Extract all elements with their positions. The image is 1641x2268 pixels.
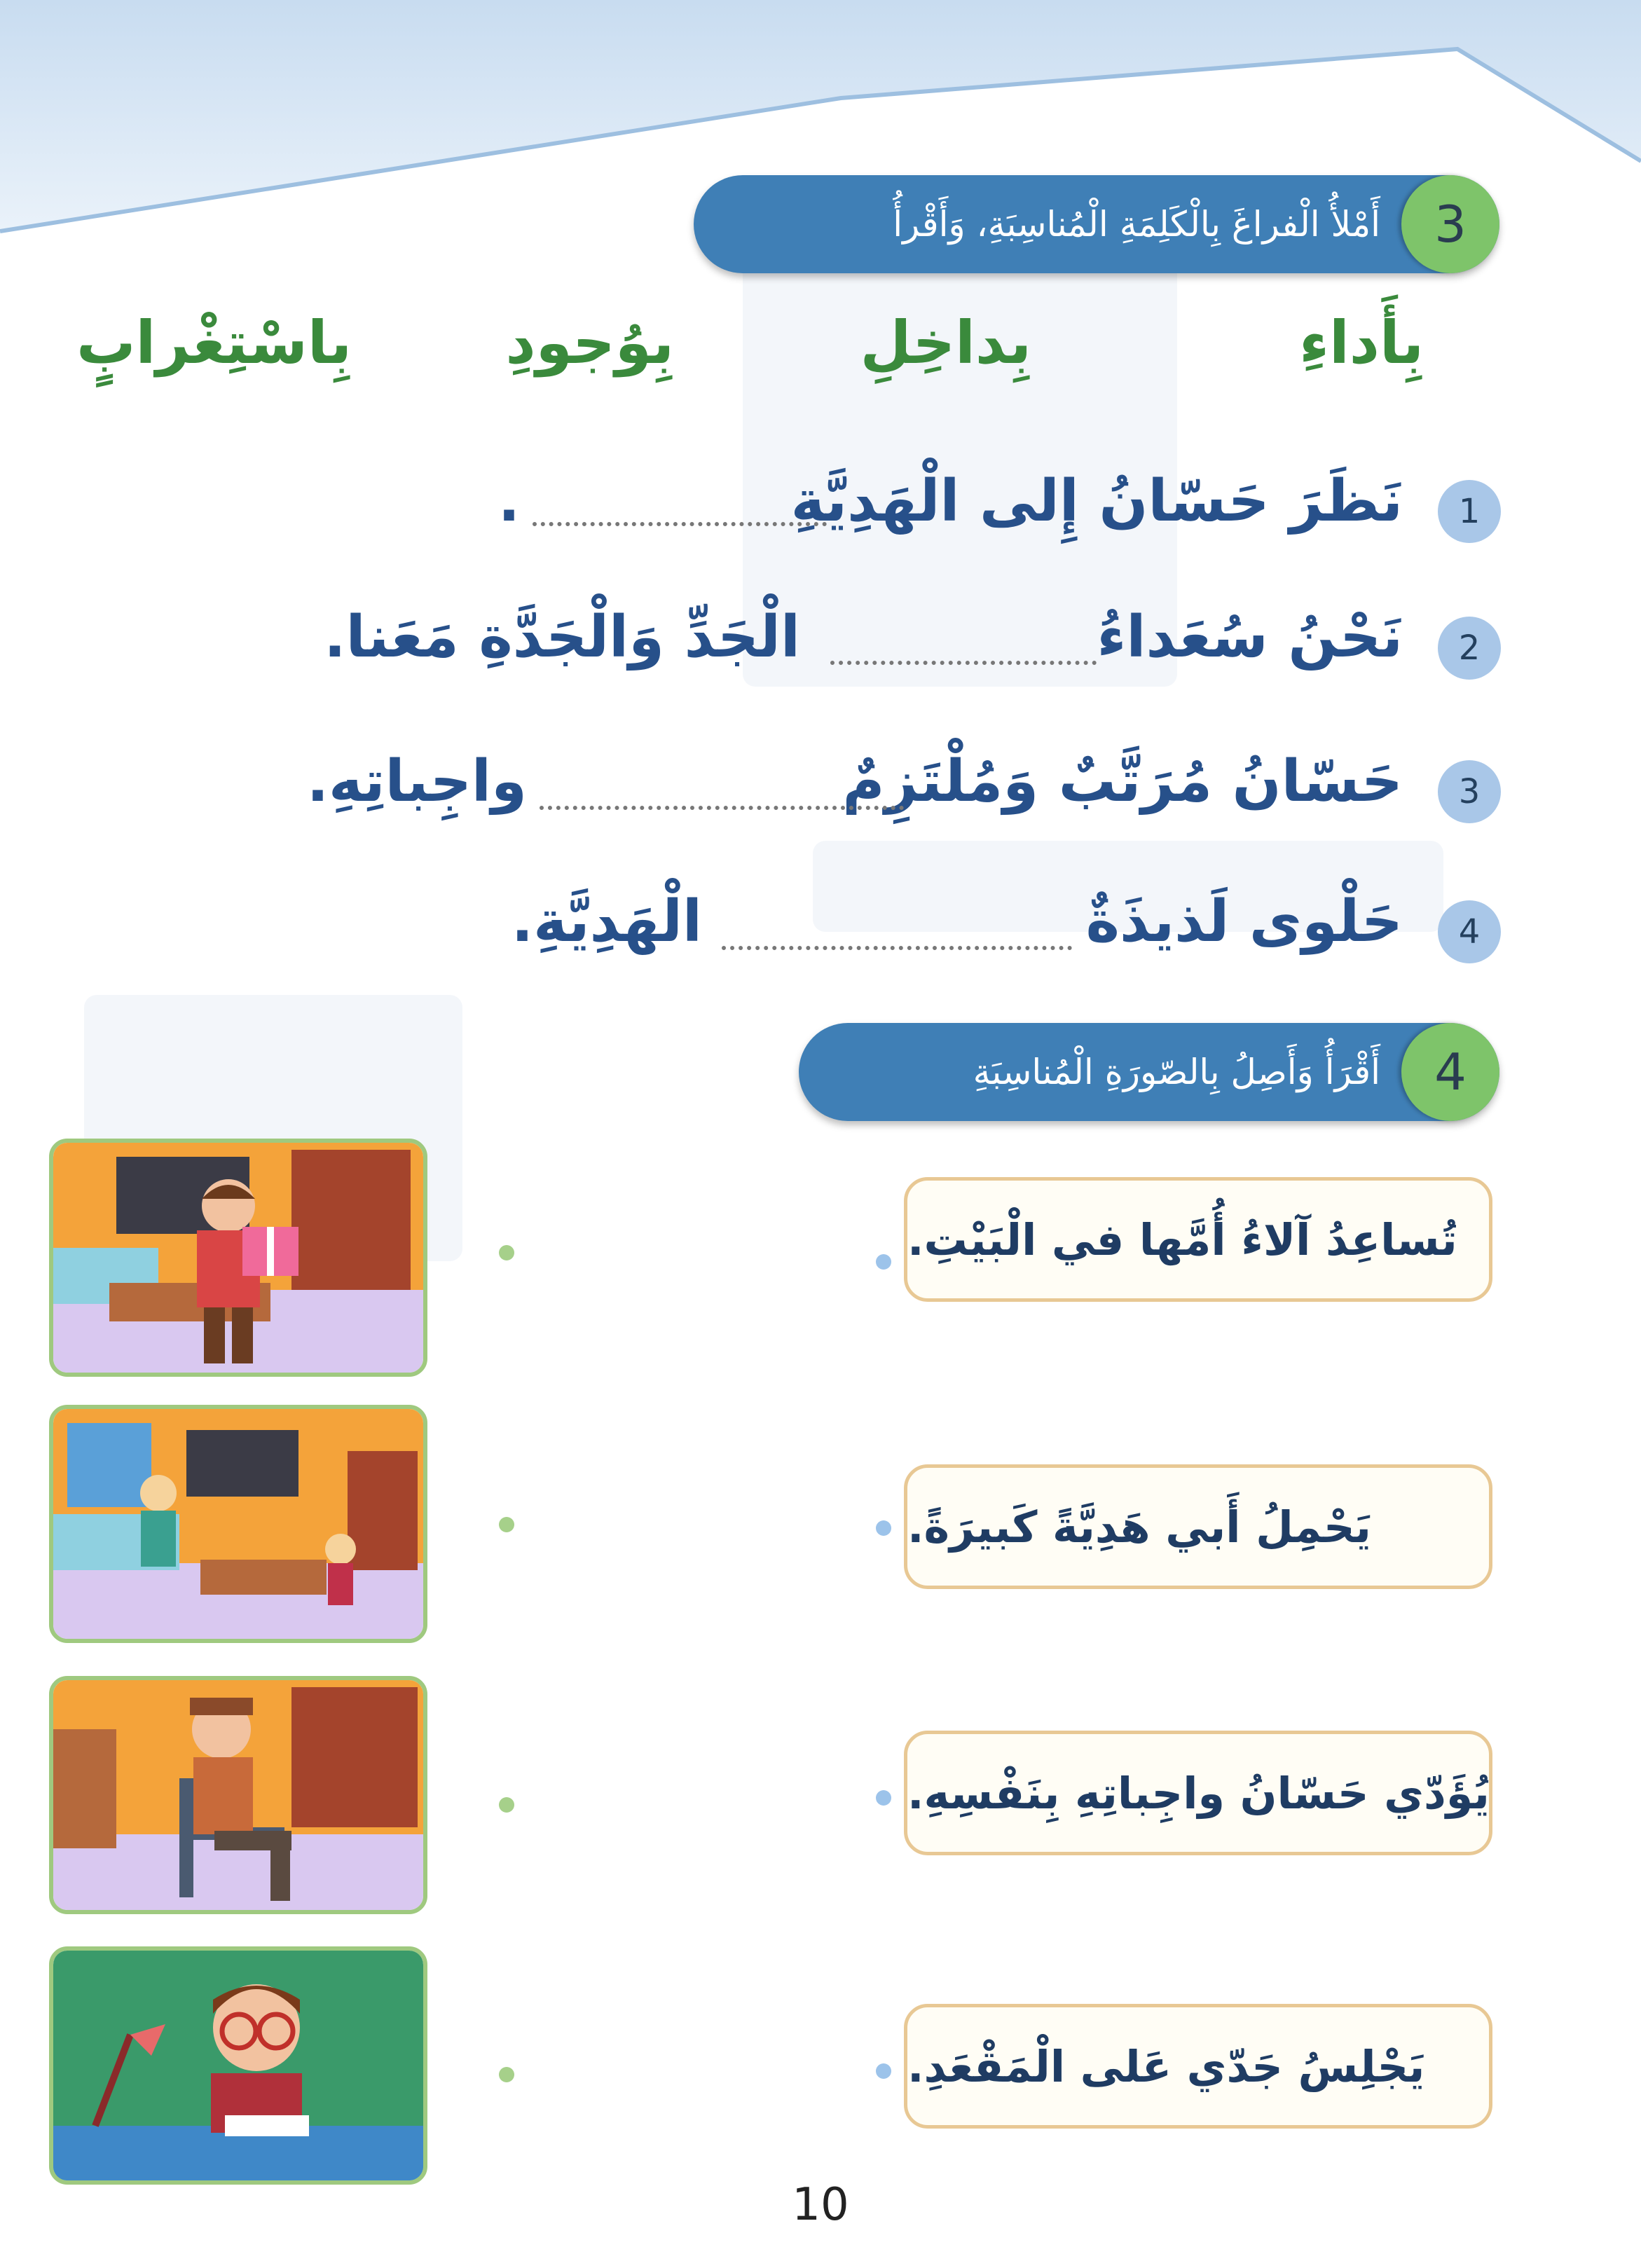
picture-connector-dot[interactable] <box>499 1245 514 1260</box>
sentence-text: حَسّانُ مُرَتَّبٌ وَمُلْتَزِمٌ <box>842 748 1403 815</box>
sentence-connector-dot[interactable] <box>876 1520 891 1536</box>
picture-connector-dot[interactable] <box>499 2067 514 2082</box>
blank-line[interactable] <box>533 522 827 526</box>
sentence-text-end: . <box>497 468 520 535</box>
picture-connector-dot[interactable] <box>499 1517 514 1532</box>
sentence-text: حَلْوى لَذيذَةٌ <box>1085 888 1403 955</box>
illustration <box>53 1409 423 1639</box>
sentence-card[interactable]: يَحْمِلُ أَبي هَدِيَّةً كَبيرَةً. <box>904 1464 1492 1589</box>
sentence-text: نَظَرَ حَسّانُ إِلى الْهَدِيَّةِ <box>790 468 1403 535</box>
sentence-number-badge: 3 <box>1438 760 1501 823</box>
word-bank-item: بِاسْتِغْرابٍ <box>76 308 352 377</box>
sentence-connector-dot[interactable] <box>876 1790 891 1806</box>
exercise-number: 3 <box>1401 175 1499 273</box>
illustration <box>53 1143 423 1373</box>
sentence-text-end: الْهَدِيَّةِ. <box>511 888 702 955</box>
blank-line[interactable] <box>540 806 904 810</box>
sentence-connector-dot[interactable] <box>876 1254 891 1270</box>
sentence-card[interactable]: يَجْلِسُ جَدّي عَلى الْمَقْعَدِ. <box>904 2004 1492 2129</box>
grandfather-sitting-on-chair-picture[interactable] <box>49 1676 427 1914</box>
word-bank-item: بِوُجودِ <box>505 308 674 377</box>
word-bank-item: بِداخِلِ <box>860 308 1031 377</box>
exercise-3-header <box>694 175 1499 273</box>
sentence-card[interactable]: تُساعِدُ آلاءُ أُمَّها في الْبَيْتِ. <box>904 1177 1492 1302</box>
exercise-title: أَقْرَأُ وَأَصِلُ بِالصّورَةِ الْمُناسِبَةِ <box>973 1052 1380 1092</box>
sentence-text-end: واجِباتِهِ. <box>306 748 527 815</box>
boy-doing-homework-picture[interactable] <box>49 1946 427 2185</box>
blank-line[interactable] <box>830 661 1097 665</box>
sentence-connector-dot[interactable] <box>876 2063 891 2079</box>
sentence-number-badge: 4 <box>1438 900 1501 963</box>
word-bank-item: بِأَداءِ <box>1299 308 1424 377</box>
blank-line[interactable] <box>722 946 1072 950</box>
sentence-text-end: الْجَدِّ وَالْجَدَّةِ مَعَنا. <box>324 604 800 671</box>
illustration <box>53 1680 423 1910</box>
picture-connector-dot[interactable] <box>499 1797 514 1813</box>
page-number: 10 <box>792 2179 849 2231</box>
girls-cleaning-living-room-picture[interactable] <box>49 1405 427 1643</box>
exercise-number: 4 <box>1401 1023 1499 1121</box>
sentence-card[interactable]: يُؤَدّي حَسّانُ واجِباتِهِ بِنَفْسِهِ. <box>904 1731 1492 1855</box>
sentence-text: نَحْنُ سُعَداءُ <box>1097 604 1403 671</box>
sentence-number-badge: 2 <box>1438 617 1501 680</box>
sentence-number-badge: 1 <box>1438 480 1501 543</box>
father-holding-gift-picture[interactable] <box>49 1139 427 1377</box>
illustration <box>53 1951 423 2180</box>
exercise-4-header <box>799 1023 1499 1121</box>
exercise-title: أَمْلأُ الْفراغَ بِالْكَلِمَةِ الْمُناسِبَةِ، وَأَقْرأُ <box>893 204 1380 245</box>
